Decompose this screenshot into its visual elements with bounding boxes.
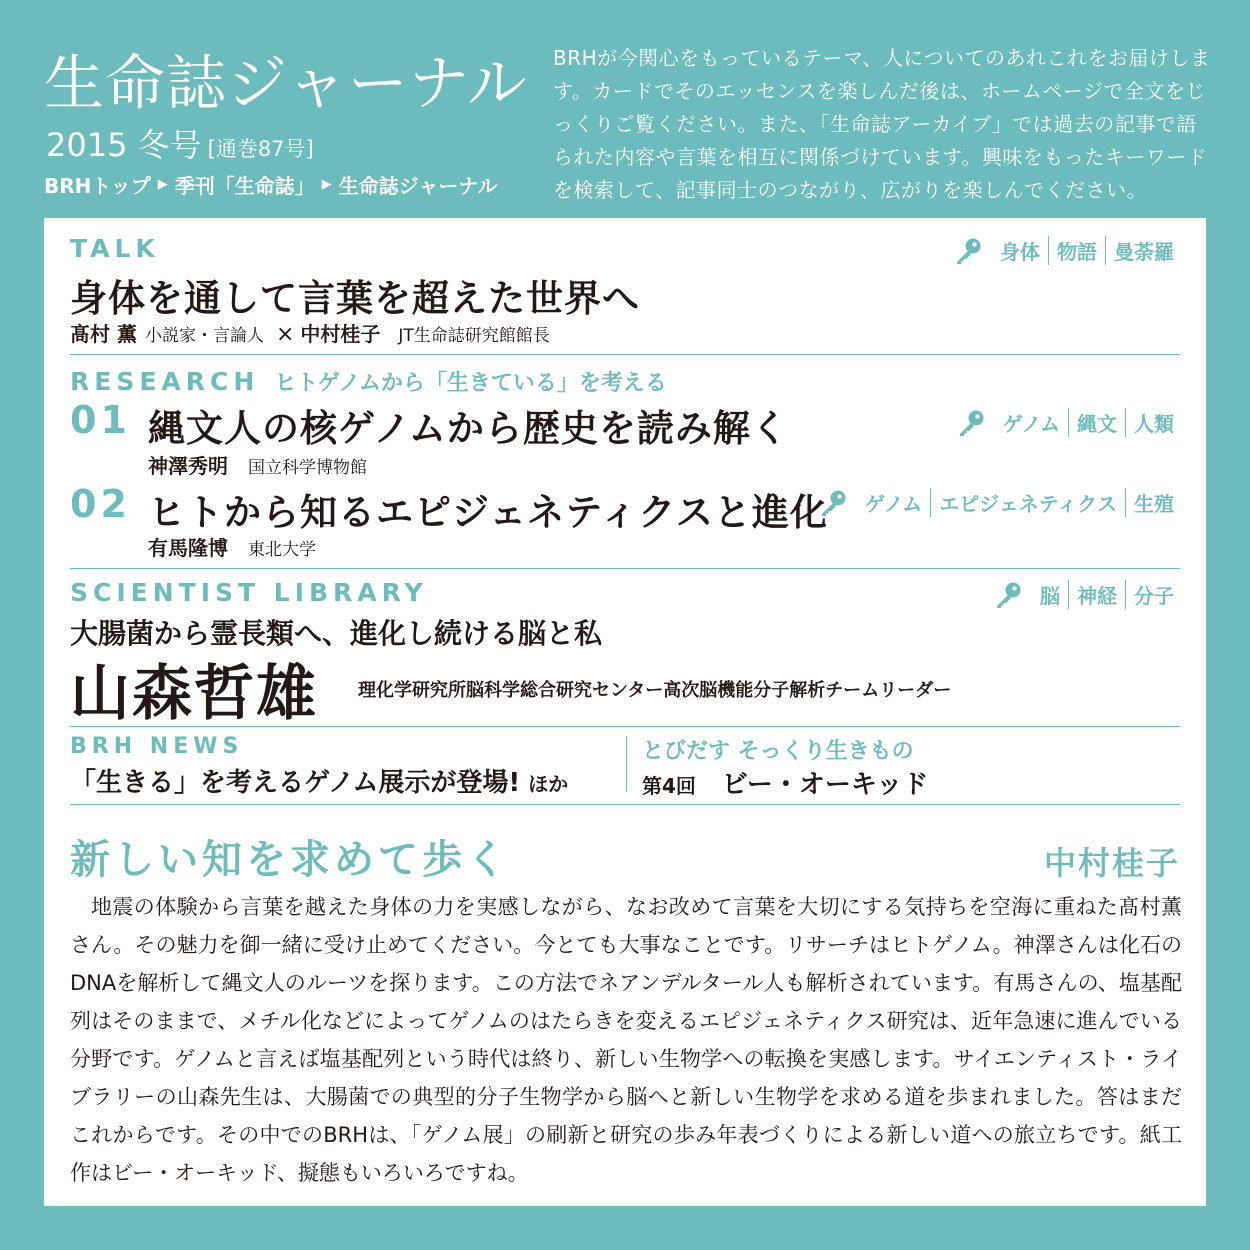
library-subtitle[interactable]: 大腸菌から霊長類へ、進化し続ける脳と私 xyxy=(70,617,603,650)
tobidasu-episode: 第4回 xyxy=(642,774,696,798)
keyword-link[interactable]: ゲノム xyxy=(864,492,923,516)
issue-label xyxy=(46,120,314,166)
news-headline[interactable] xyxy=(70,762,568,799)
library-label: SCIENTIST LIBRARY xyxy=(70,578,428,607)
research-author xyxy=(148,532,322,561)
research-author xyxy=(148,450,373,479)
keyword-link[interactable]: 物語 xyxy=(1048,236,1105,265)
research-header xyxy=(70,366,667,397)
news-label: BRH NEWS xyxy=(70,734,244,759)
author-name: 神澤秀明 xyxy=(148,454,228,478)
breadcrumb-arrow-icon: ▶ xyxy=(157,177,168,192)
tobidasu-entry[interactable] xyxy=(642,764,928,801)
breadcrumb-brh-top[interactable]: BRHトップ xyxy=(44,174,151,198)
keyword-link[interactable]: 縄文 xyxy=(1068,408,1125,437)
research-number: 01 xyxy=(70,398,131,442)
keyword-link[interactable]: 人類 xyxy=(1125,408,1182,437)
key-icon xyxy=(994,581,1022,609)
research-title[interactable]: ヒトから知るエピジェネティクスと進化 xyxy=(148,491,828,534)
talk-keywords xyxy=(954,236,1182,265)
research-keywords xyxy=(957,408,1182,437)
intro-text: BRHが今関心をもっているテーマ、人についてのあれこれをお届けします。カードでそのエッセンスを楽しんだ後は、ホームページで全文をじっくりご覧ください。また、「生命誌アーカイブ」では過去の記事で語られた内容や言葉を相互に関係づけています。興味をもったキーワードを検索して、記事同士のつながり、広がりを楽しんでください。 xyxy=(553,46,1211,202)
research-theme: ヒトゲノムから「生きている」を考える xyxy=(274,371,667,396)
speaker-name: 髙村 薫 xyxy=(70,322,137,346)
library-keywords xyxy=(994,580,1182,609)
author-name: 有馬隆博 xyxy=(148,536,228,560)
tobidasu-title: ビー・オーキッド xyxy=(721,770,929,800)
research-keywords xyxy=(819,488,1182,517)
research-title[interactable]: 縄文人の核ゲノムから歴史を読み解く xyxy=(148,407,789,450)
essay-body: 地震の体験から言葉を越えた身体の力を実感しながら、なお改めて言葉を大切にする気持ちを空海に重ねた髙村薫さん。その魅力を御一緒に受け止めてください。今とても大事なことです。リサーチはヒトゲノム。神澤さんは化石のDNAを解析して縄文人のルーツを探ります。この方法でネアンデルタール人も解析されています。有馬さんの、塩基配列はそのままで、メチル化などによってゲノムのはたらきを変えるエピジェネティクス研究は、近年急速に進んでいる分野です。ゲノムと言えば塩基配列という時代は終り、新しい生物学への転換を実感します。サイエンティスト・ライブラリーの山森先生は、大腸菌での典型的分子生物学から脳へと新しい生物学を求める道を歩まれました。答はまだこれからです。その中でのBRHは、「ゲノム展」の刷新と研究の歩み年表づくりによる新しい道への旅立ちです。紙工作はビー・オーキッド、擬態もいろいろですね。 xyxy=(70,895,1182,1185)
research-label: RESEARCH xyxy=(70,367,260,396)
speaker-role: 小説家・言論人 xyxy=(144,326,264,346)
journal-header xyxy=(0,0,1250,218)
scientist-affiliation: 理化学研究所脳科学総合研究センター高次脳機能分子解析チームリーダー xyxy=(358,680,952,701)
journal-title: 生命誌ジャーナル xyxy=(44,49,528,119)
keyword-link[interactable]: 生殖 xyxy=(1125,488,1182,517)
news-suffix: ほか xyxy=(528,772,569,796)
key-icon xyxy=(957,409,985,437)
keyword-link[interactable]: 曼荼羅 xyxy=(1105,236,1182,265)
news-headline-text: 「生きる」を考えるゲノム展示が登場! xyxy=(70,768,521,798)
breadcrumb-seimeishi[interactable]: 季刊「生命誌」 xyxy=(174,174,315,198)
research-number: 02 xyxy=(70,482,131,526)
breadcrumb-journal[interactable]: 生命誌ジャーナル xyxy=(338,174,498,198)
keyword-link[interactable]: 脳 xyxy=(1040,584,1060,608)
breadcrumb-arrow-icon: ▶ xyxy=(321,177,332,192)
divider xyxy=(70,804,1180,805)
keyword-link[interactable]: エピジェネティクス xyxy=(930,488,1125,517)
cross-mark: × xyxy=(275,322,295,347)
talk-title[interactable]: 身体を通して言葉を超えた世界へ xyxy=(70,277,640,320)
keyword-link[interactable]: 身体 xyxy=(1000,240,1040,264)
keyword-link[interactable]: ゲノム xyxy=(1002,412,1060,436)
essay-author: 中村桂子 xyxy=(1043,844,1180,882)
divider xyxy=(70,726,1180,727)
divider xyxy=(70,354,1180,355)
author-affiliation: 東北大学 xyxy=(248,540,316,560)
talk-speakers xyxy=(70,318,556,347)
author-affiliation: 国立科学博物館 xyxy=(248,458,367,478)
scientist-name[interactable]: 山森哲雄 xyxy=(70,659,318,729)
contents-card xyxy=(44,218,1206,1206)
tobidasu-label: とびだす そっくり生きもの xyxy=(642,739,914,764)
column-divider xyxy=(626,736,627,792)
breadcrumb xyxy=(44,170,497,199)
keyword-link[interactable]: 神経 xyxy=(1068,580,1125,609)
issue-season: 2015 冬号 xyxy=(46,126,202,164)
issue-volume: [通巻87号] xyxy=(207,137,314,161)
key-icon xyxy=(954,237,982,265)
speaker-role: JT生命誌研究館館長 xyxy=(398,326,550,346)
key-icon xyxy=(819,489,847,517)
speaker-name: 中村桂子 xyxy=(300,322,381,346)
essay-title: 新しい知を求めて歩く xyxy=(70,837,510,883)
divider xyxy=(70,568,1180,569)
keyword-link[interactable]: 分子 xyxy=(1125,580,1182,609)
talk-label: TALK xyxy=(70,234,160,263)
